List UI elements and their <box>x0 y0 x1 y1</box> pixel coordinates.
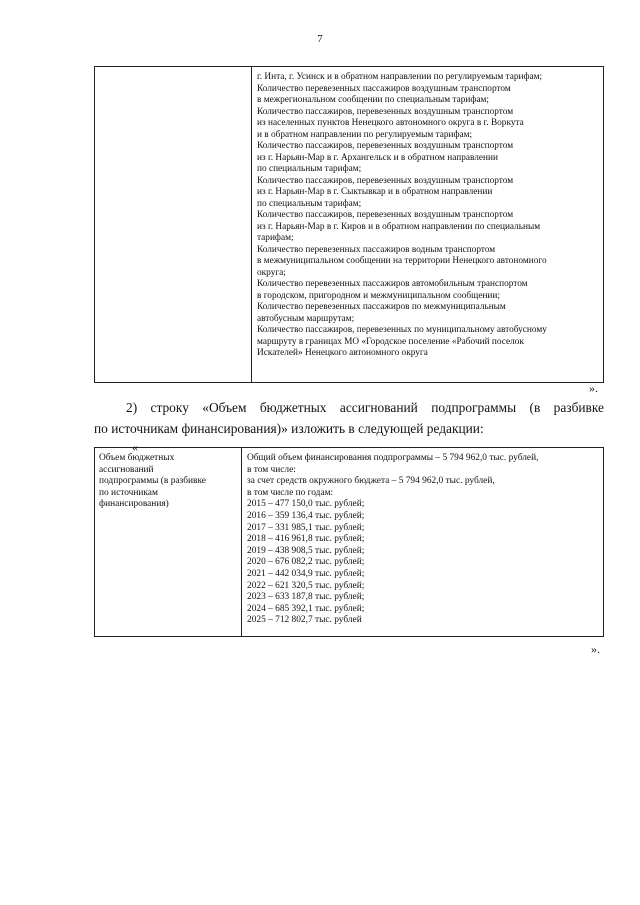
label-line: Объем бюджетных <box>99 453 175 463</box>
cell-line: Количество пассажиров, перевезенных воздушным транспортом <box>257 106 514 117</box>
cell-line: Количество перевезенных пассажиров по межмуниципальным <box>257 302 506 312</box>
cell-line: Количество пассажиров, перевезенных воздушным транспортом <box>257 175 514 186</box>
cell-line: в городском, пригородном и межмуниципальном сообщении; <box>257 290 500 301</box>
cell-line: Количество пассажиров, перевезенных воздушным транспортом <box>257 141 514 151</box>
table-column-divider <box>241 448 242 636</box>
value-line: за счет средств окружного бюджета – 5 794 962,0 тыс. рублей, <box>247 476 495 487</box>
cell-line: тарифам; <box>257 233 294 243</box>
cell-line: из г. Нарьян-Мар в г. Киров и в обратном направлении по специальным <box>257 221 541 232</box>
paragraph-line: по источникам финансирования)» изложить в следующей редакции: <box>94 421 484 436</box>
opening-quote: « <box>132 440 138 454</box>
value-line: в том числе по годам: <box>247 487 334 498</box>
cell-line: округа; <box>257 267 286 278</box>
value-line: в том числе: <box>247 464 296 475</box>
cell-line: по специальным тарифам; <box>257 198 362 209</box>
value-line: 2024 – 685 392,1 тыс. рублей; <box>247 603 365 614</box>
funding-table <box>94 447 604 637</box>
value-line: 2020 – 676 082,2 тыс. рублей; <box>247 557 365 568</box>
cell-line: Количество перевезенных пассажиров воздушным транспортом <box>257 83 511 94</box>
table-continuation <box>94 66 604 383</box>
table-column-divider <box>251 67 252 382</box>
table-right-cell <box>257 72 601 360</box>
cell-line: Количество пассажиров, перевезенных по муниципальному автобусному <box>257 325 547 335</box>
value-line: Общий объем финансирования подпрограммы – 5 794 962,0 тыс. рублей, <box>247 453 539 463</box>
label-line: по источникам <box>99 487 158 498</box>
label-line: финансирования) <box>99 499 169 510</box>
value-line: 2016 – 359 136,4 тыс. рублей; <box>247 510 365 521</box>
cell-line: г. Инта, г. Усинск и в обратном направлении по регулируемым тарифам; <box>257 72 543 82</box>
cell-line: в межмуниципальном сообщении на территории Ненецкого автономного <box>257 256 547 266</box>
value-line: 2015 – 477 150,0 тыс. рублей; <box>247 499 365 510</box>
closing-quote: ». <box>591 642 600 656</box>
cell-line: и в обратном направлении по регулируемым тарифам; <box>257 129 473 140</box>
value-line: 2023 – 633 187,8 тыс. рублей; <box>247 592 365 603</box>
cell-line: Количество перевезенных пассажиров автомобильным транспортом <box>257 279 528 289</box>
label-line: ассигнований <box>99 464 154 475</box>
cell-line: из населенных пунктов Ненецкого автономного округа в г. Воркута <box>257 118 524 128</box>
closing-quote: ». <box>589 381 598 395</box>
label-line: подпрограммы (в разбивке <box>99 476 206 487</box>
value-line: 2019 – 438 908,5 тыс. рублей; <box>247 545 365 556</box>
cell-line: из г. Нарьян-Мар в г. Архангельск и в обратном направлении <box>257 152 498 163</box>
value-line: 2022 – 621 320,5 тыс. рублей; <box>247 580 365 591</box>
cell-line: Количество пассажиров, перевезенных воздушным транспортом <box>257 210 514 220</box>
cell-line: из г. Нарьян-Мар в г. Сыктывкар и в обратном направлении <box>257 187 493 197</box>
cell-line: Количество перевезенных пассажиров водным транспортом <box>257 244 496 255</box>
cell-line: Искателей» Ненецкого автономного округа <box>257 348 428 358</box>
amendment-paragraph <box>94 397 604 439</box>
value-line: 2025 – 712 802,7 тыс. рублей <box>247 615 362 626</box>
cell-line: по специальным тарифам; <box>257 164 362 174</box>
cell-line: маршруту в границах МО «Городское поселение «Рабочий поселок <box>257 336 524 347</box>
funding-label-cell <box>99 453 239 511</box>
paragraph-line: 2) строку «Объем бюджетных ассигнований подпрограммы (в разбивке <box>126 400 604 415</box>
value-line: 2018 – 416 961,8 тыс. рублей; <box>247 534 365 545</box>
value-line: 2021 – 442 034,9 тыс. рублей; <box>247 568 365 579</box>
cell-line: автобусным маршрутам; <box>257 313 355 324</box>
cell-line: в межрегиональном сообщении по специальным тарифам; <box>257 95 489 105</box>
funding-values-cell <box>247 453 599 627</box>
page-number: 7 <box>317 33 323 45</box>
value-line: 2017 – 331 985,1 тыс. рублей; <box>247 522 365 533</box>
